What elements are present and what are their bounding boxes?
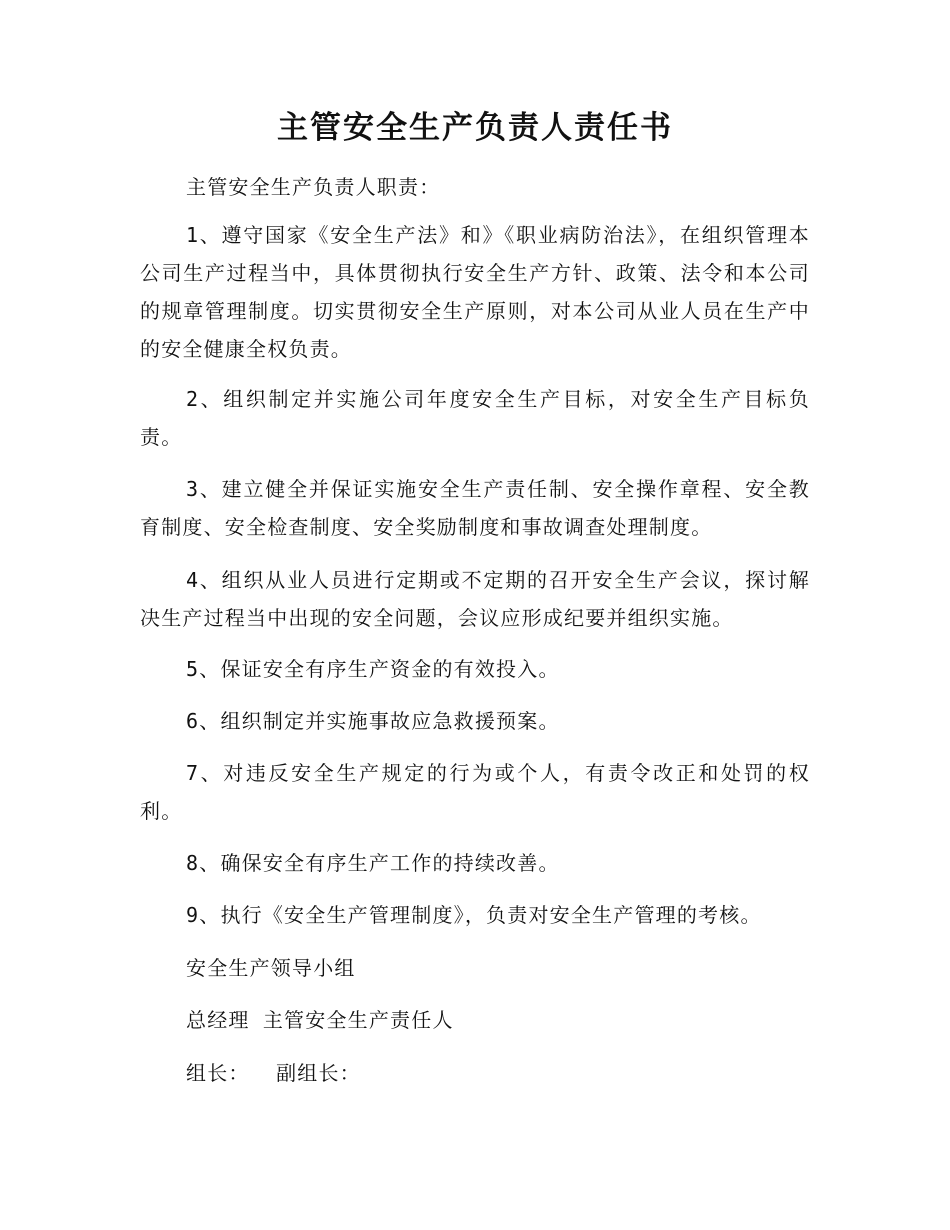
duty-item-7-block [140,754,810,830]
duty-item-5-block [140,650,810,688]
duty-item-9-block [140,896,810,934]
leadership-group-title: 安全生产领导小组 [186,956,356,980]
leaders-line: 组长： 副组长： [186,1061,361,1085]
roles-line-block [140,1001,810,1039]
duty-item-2-block [140,380,810,456]
duty-item-2: 2、组织制定并实施公司年度安全生产目标，对安全生产目标负责。 [140,387,810,449]
document-title: 主管安全生产负责人责任书 [277,110,673,146]
duty-item-3: 3、建立健全并保证实施安全生产责任制、安全操作章程、安全教育制度、安全检查制度、安全奖励制度和事故调查处理制度。 [140,477,810,539]
group-title-block [140,949,810,987]
duty-item-5: 5、保证安全有序生产资金的有效投入。 [186,657,560,681]
leaders-line-block [140,1054,810,1092]
duty-item-8-block [140,844,810,882]
duty-item-6-block [140,702,810,740]
intro-line-block [140,168,810,206]
roles-line: 总经理 主管安全生产责任人 [186,1008,454,1032]
duty-item-7: 7、对违反安全生产规定的行为或个人，有责令改正和处罚的权利。 [140,761,810,823]
duty-item-4: 4、组织从业人员进行定期或不定期的召开安全生产会议，探讨解决生产过程当中出现的安全问题，会议应形成纪要并组织实施。 [140,568,810,630]
duty-item-3-block [140,470,810,546]
duty-item-1: 1、遵守国家《安全生产法》和》《职业病防治法》，在组织管理本公司生产过程当中，具体贯彻执行安全生产方针、政策、法令和本公司的规章管理制度。切实贯彻安全生产原则，对本公司从业人员在生产中的安全健康全权负责。 [140,223,810,361]
duty-item-9: 9、执行《安全生产管理制度》，负责对安全生产管理的考核。 [186,903,762,927]
duty-item-8: 8、确保安全有序生产工作的持续改善。 [186,851,560,875]
duty-item-1-block [140,216,810,368]
duty-item-6: 6、组织制定并实施事故应急救援预案。 [186,709,560,733]
duty-item-4-block [140,561,810,637]
intro-line: 主管安全生产负责人职责： [186,175,441,199]
